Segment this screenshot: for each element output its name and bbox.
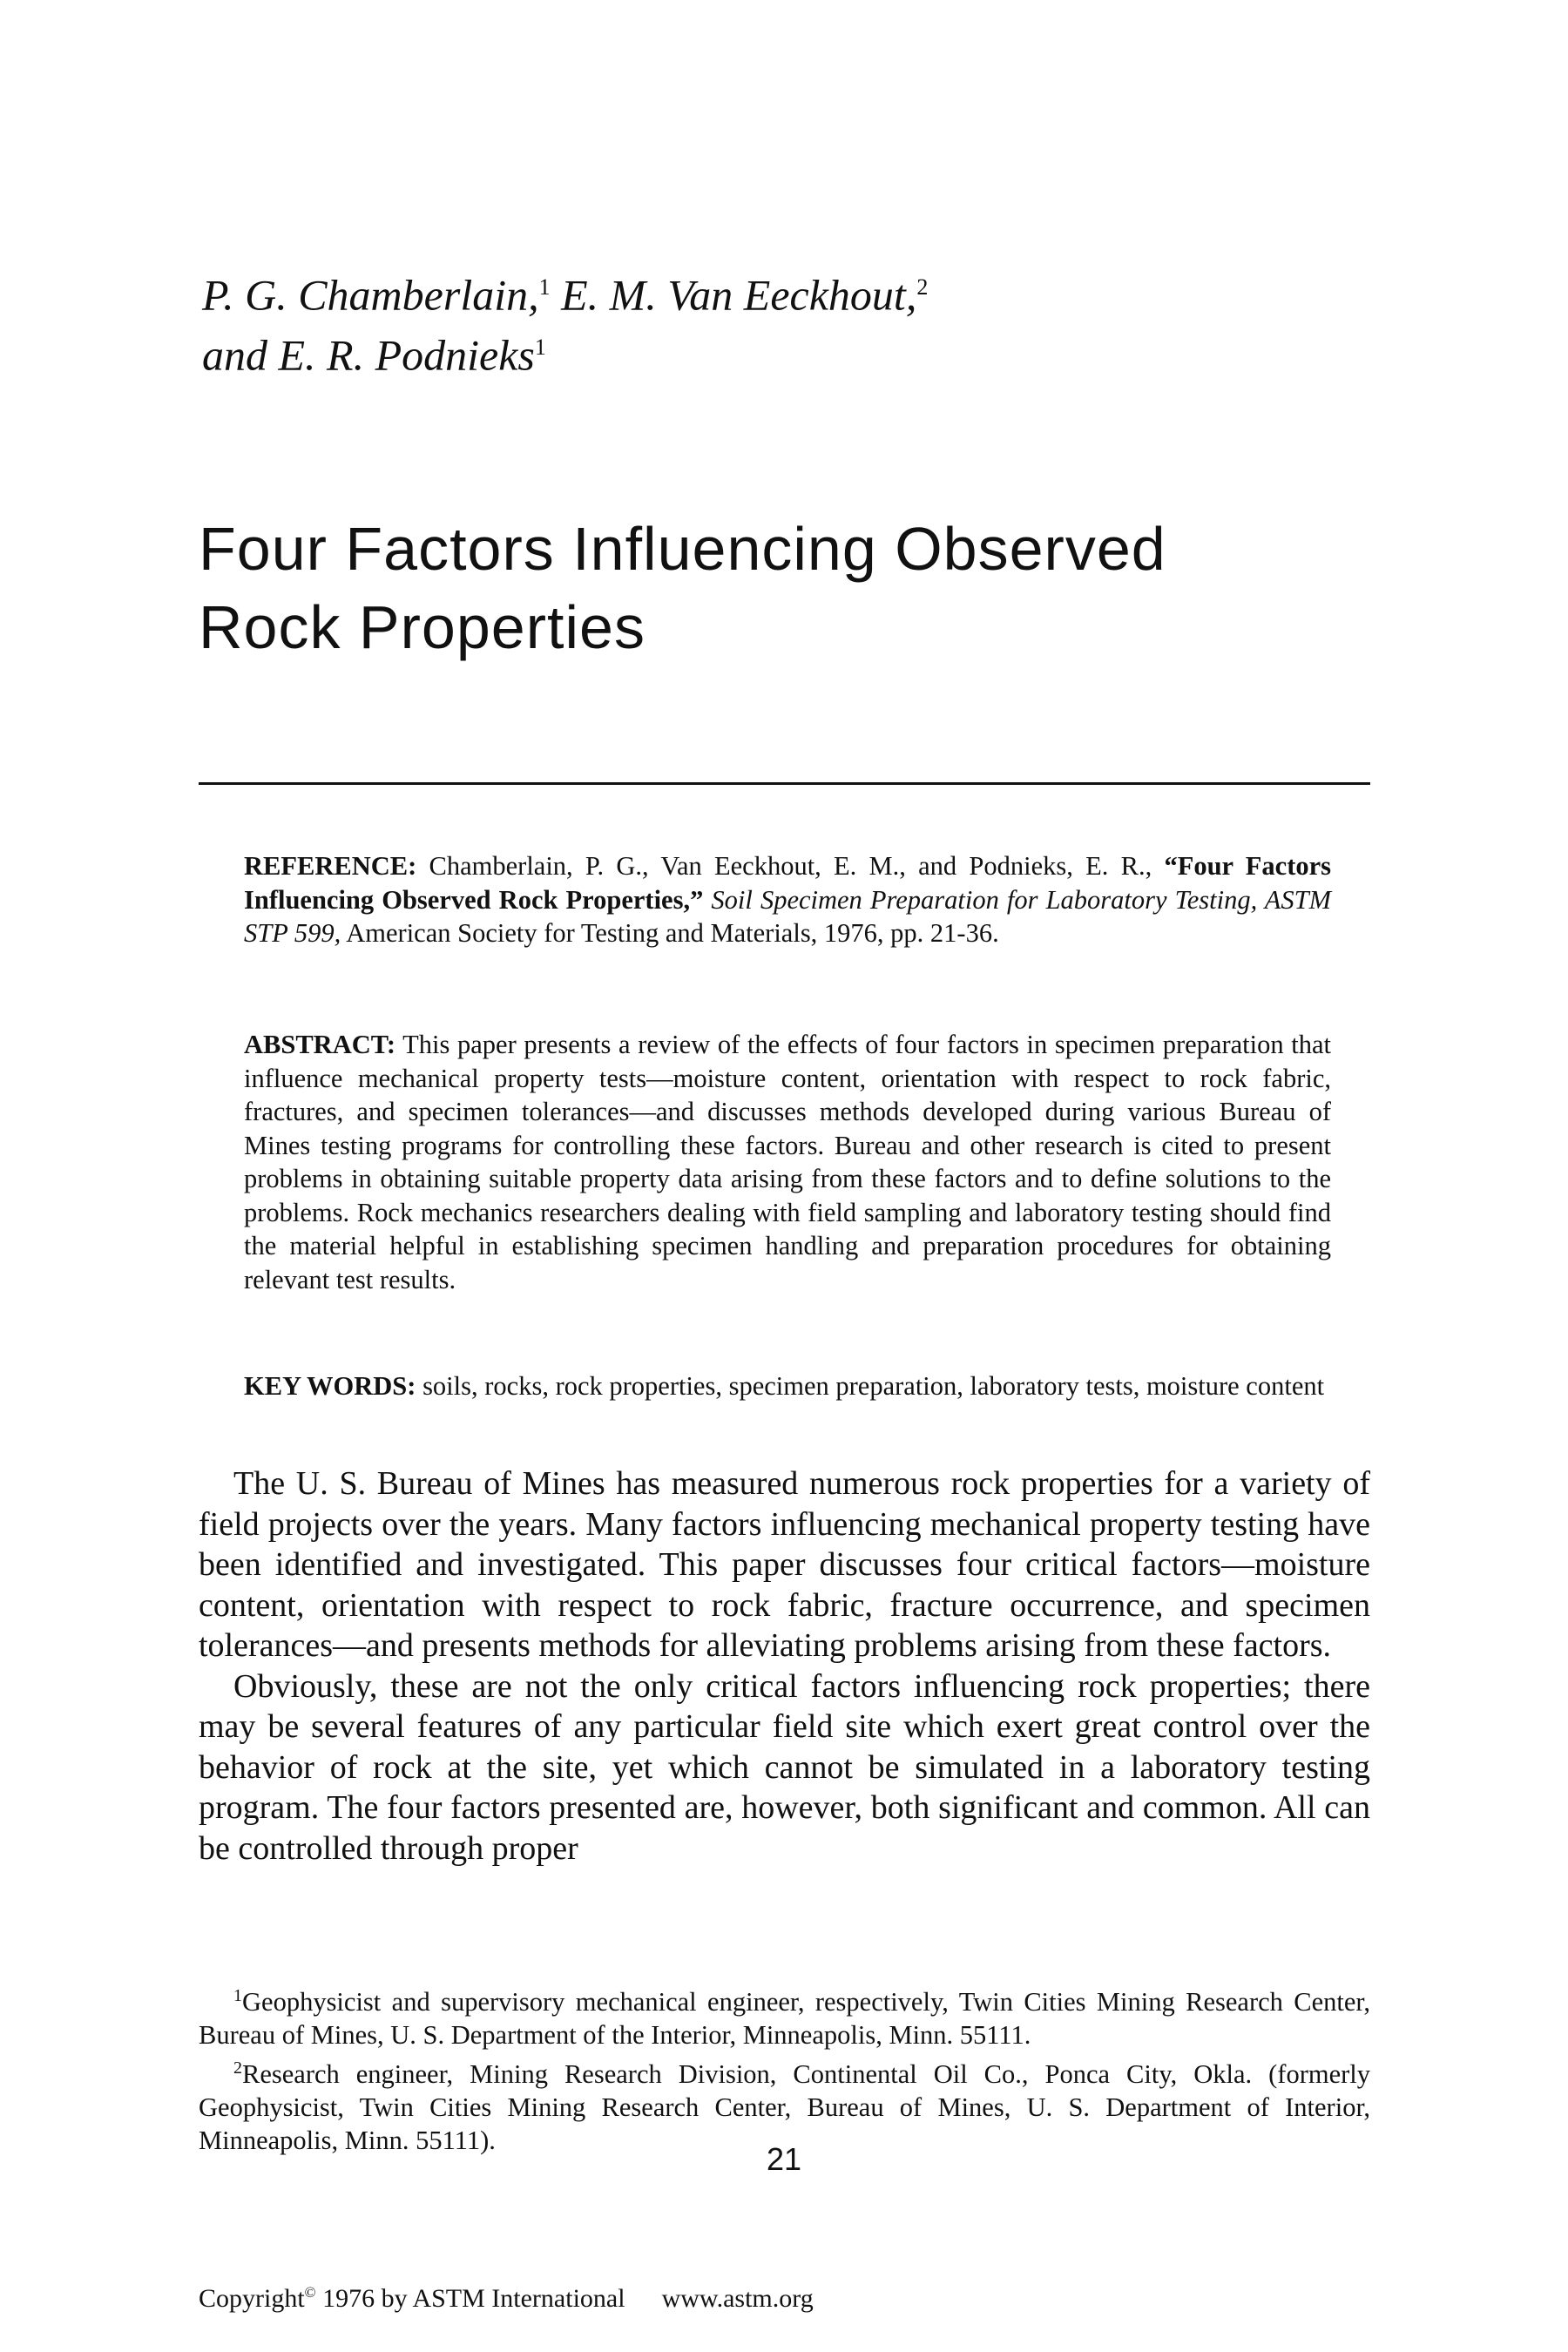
copyright-pre: Copyright: [199, 2284, 305, 2313]
reference-publisher: American Society for Testing and Materials, 1976, pp. 21-36.: [346, 918, 999, 948]
footnotes: [199, 1979, 1370, 2157]
abstract-block: [244, 1028, 1331, 1296]
title-divider: [199, 782, 1370, 785]
copyright-footer: [199, 2284, 814, 2314]
footer-url: www.astm.org: [661, 2284, 814, 2313]
body-text: [199, 1463, 1370, 1869]
title-line-2: Rock Properties: [199, 593, 645, 661]
footnote-1: [199, 1979, 1370, 2051]
body-paragraph-2: Obviously, these are not the only critical factors influencing rock properties; there may be several features of any particular field site which exert great control over the behavior of rock at the site, yet which cannot be simulated in a laboratory testing program. The four factors presented are, however, both significant and common. All can be controlled through proper: [199, 1667, 1370, 1867]
footnote-2-text: Research engineer, Mining Research Division, Continental Oil Co., Ponca City, Okla. (formerly Geophysicist, Twin Cities Mining Research Center, Bureau of Mines, U. S. Department of Interior, Minneapolis, Minn. 55111).: [199, 2059, 1370, 2156]
copyright-text: 1976 by ASTM International: [315, 2284, 625, 2313]
author-podnieks: and E. R. Podnieks: [202, 330, 535, 380]
reference-title: “Four Factors Influencing Observed Rock Properties,”: [244, 851, 1332, 915]
keywords-block: [244, 1369, 1331, 1403]
footnote-2-mark: 2: [233, 2058, 242, 2078]
reference-source: Soil Specimen Preparation for Laboratory Testing, ASTM STP 599,: [244, 884, 1332, 948]
author-line-2: [202, 321, 1160, 382]
footnote-1-text: Geophysicist and supervisory mechanical engineer, respectively, Twin Cities Mining Research Center, Bureau of Mines, U. S. Department of the Interior, Minneapolis, Minn. 55111.: [199, 1987, 1370, 2051]
affiliation-mark: 2: [916, 274, 929, 300]
copyright-symbol: ©: [304, 2284, 316, 2301]
footnote-1-mark: 1: [233, 1986, 242, 2005]
author-list: [202, 261, 1160, 381]
reference-authors: Chamberlain, P. G., Van Eeckhout, E. M., and Podnieks, E. R.,: [429, 851, 1152, 881]
page-number: 21: [766, 2141, 802, 2177]
reference-label: REFERENCE:: [244, 851, 417, 881]
author-van-eeckhout: E. M. Van Eeckhout,: [561, 270, 917, 320]
author-line-1: [202, 261, 1160, 321]
keywords-label: KEY WORDS:: [244, 1371, 416, 1401]
abstract-label: ABSTRACT:: [244, 1030, 395, 1059]
body-paragraph-1: The U. S. Bureau of Mines has measured numerous rock properties for a variety of field projects over the years. Many factors influencing mechanical property testing have been identified and investigated. This paper discusses four critical factors—moisture content, orientation with respect to rock fabric, fracture occurrence, and specimen tolerances—and presents methods for alleviating problems arising from these factors.: [199, 1465, 1370, 1664]
author-chamberlain: P. G. Chamberlain,: [202, 270, 539, 320]
title-line-1: Four Factors Influencing Observed: [199, 515, 1166, 583]
reference-block: [244, 849, 1331, 950]
affiliation-mark: 1: [538, 274, 551, 300]
abstract-text: This paper presents a review of the effects of four factors in specimen preparation that influence mechanical property tests—moisture content, orientation with respect to rock fabric, fractures, and specimen tolerances—and discusses methods developed during various Bureau of Mines testing programs for controlling these factors. Bureau and other research is cited to present problems in obtaining suitable property data arising from these factors and to define solutions to the problems. Rock mechanics researchers dealing with field sampling and laboratory testing should find the material helpful in establishing specimen handling and preparation procedures for obtaining relevant test results.: [244, 1030, 1331, 1294]
keywords-text: soils, rocks, rock properties, specimen preparation, laboratory tests, moisture content: [422, 1371, 1325, 1401]
affiliation-mark: 1: [534, 334, 546, 360]
paper-title: [199, 510, 1418, 666]
